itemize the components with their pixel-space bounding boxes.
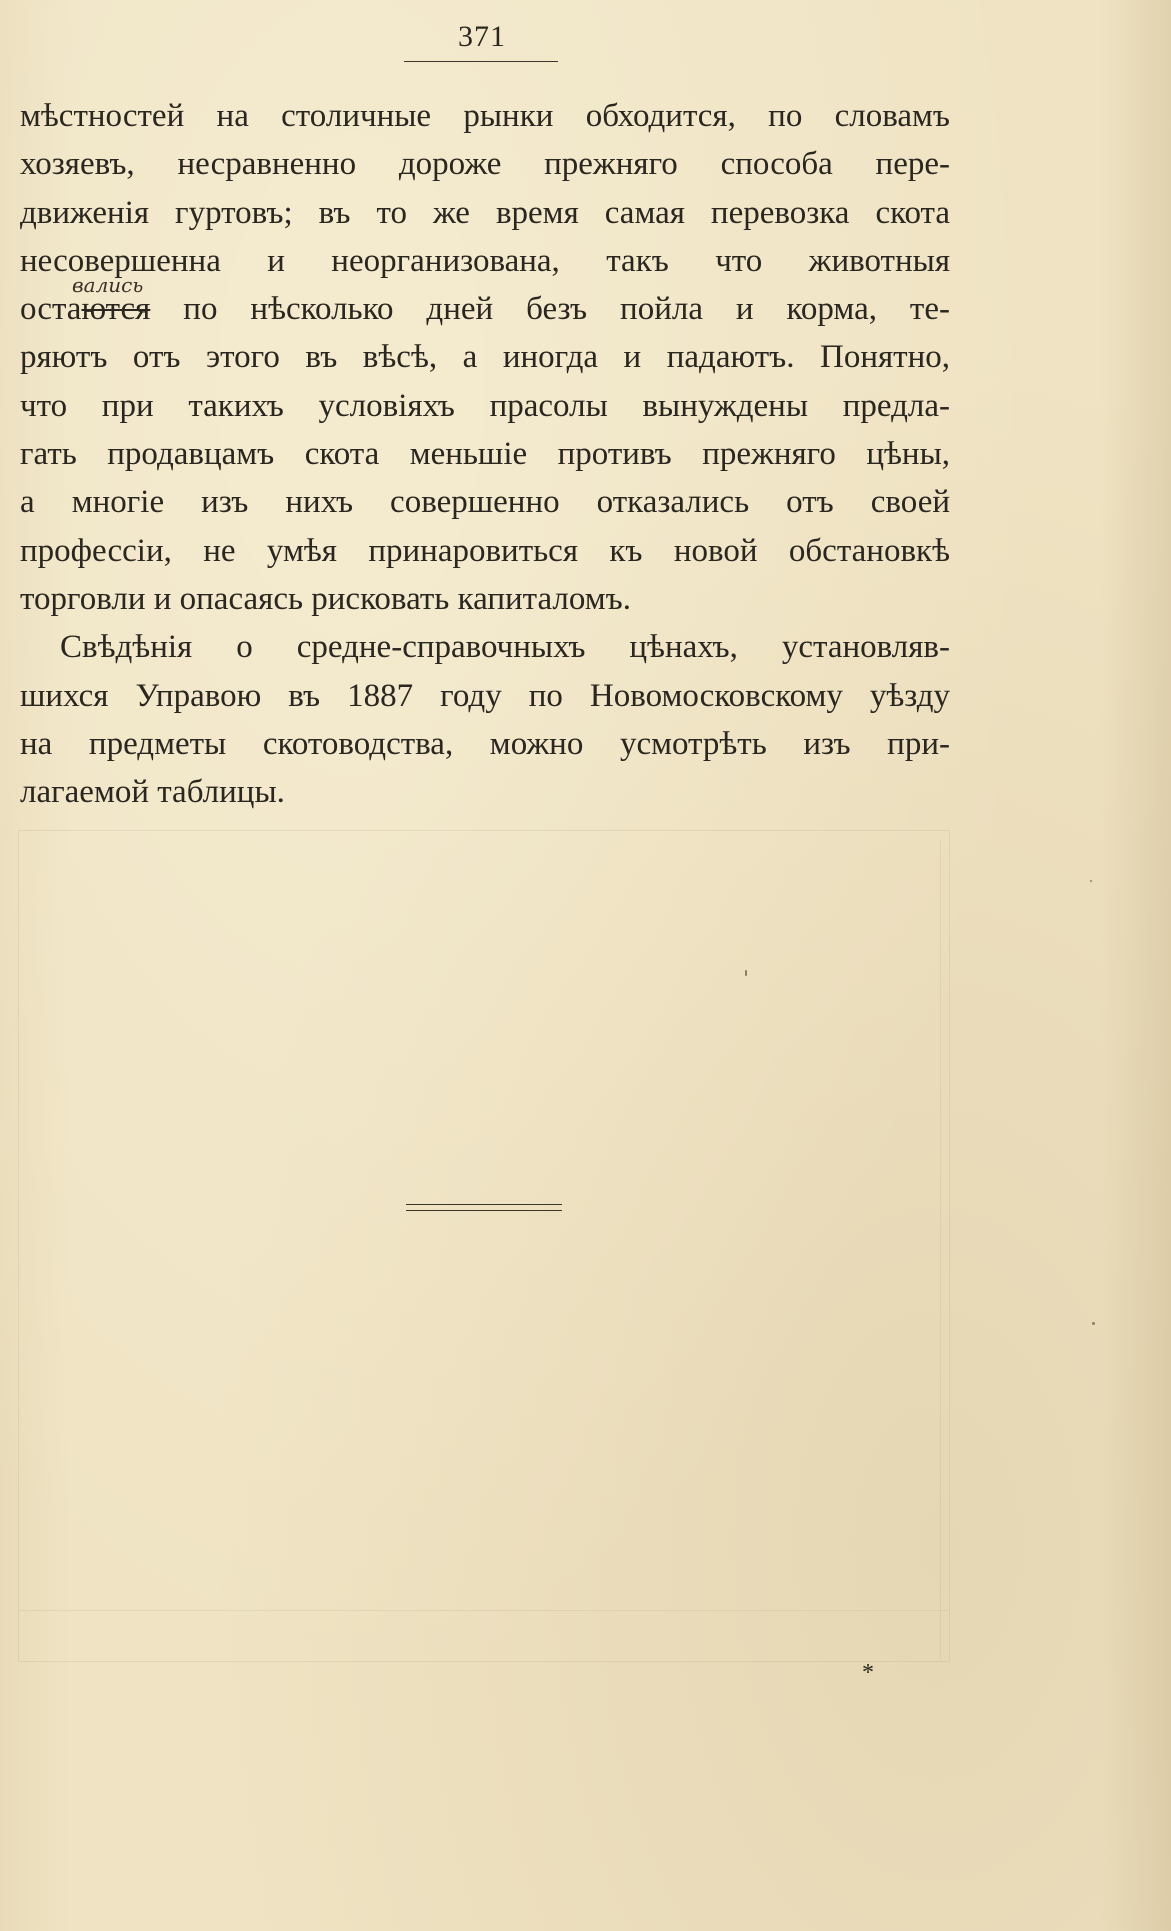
- handwritten-correction: вались: [72, 273, 144, 298]
- text-line: что при такихъ условіяхъ прасолы вынуждены предла-: [20, 387, 950, 424]
- bleed-through-table-frame: [18, 830, 950, 1662]
- body-text: [20, 92, 950, 816]
- text-line-rest: по нѣсколько дней безъ пойла и корма, те-: [183, 291, 950, 328]
- text-line: профессіи, не умѣя принаровиться къ новой обстановкѣ: [20, 532, 950, 569]
- text-line: гать продавцамъ скота меньшіе противъ прежняго цѣны,: [20, 436, 950, 473]
- text-line-with-correction: [20, 273, 950, 333]
- text-line: а многіе изъ нихъ совершенно отказались отъ своей: [20, 484, 950, 521]
- paper-speck: [1092, 1322, 1095, 1325]
- page-number: 371: [458, 20, 506, 53]
- bleed-through-rule: [18, 1610, 948, 1611]
- paper-speck: [1090, 880, 1092, 882]
- text-line: Свѣдѣнія о средне-справочныхъ цѣнахъ, установляв-: [60, 629, 950, 666]
- page-number-rule: [404, 61, 558, 62]
- corrected-word: [20, 273, 151, 328]
- text-line: несовершенна и неорганизована, такъ что животныя: [20, 242, 950, 279]
- text-line: лагаемой таблицы.: [20, 774, 285, 811]
- paper-speck: [745, 970, 747, 976]
- text-line: шихся Управою въ 1887 году по Новомосковскому уѣзду: [20, 677, 950, 714]
- text-line: хозяевъ, несравненно дороже прежняго способа пере-: [20, 146, 950, 183]
- text-line: торговли и опасаясь рисковать капиталомъ.: [20, 580, 631, 617]
- text-line: мѣстностей на столичные рынки обходится, по словамъ: [20, 98, 950, 134]
- corrected-word-prefix: оста: [20, 291, 82, 328]
- text-line: ряютъ отъ этого въ вѣсѣ, а иногда и падаютъ. Понятно,: [20, 339, 950, 376]
- bleed-through-rule: [940, 840, 941, 1660]
- text-line: движенія гуртовъ; въ то же время самая перевозка скота: [20, 194, 950, 231]
- struck-out-ending: ются: [81, 291, 151, 328]
- section-divider: [406, 1204, 562, 1211]
- footnote-mark: *: [862, 1660, 874, 1686]
- text-line: на предметы скотоводства, можно усмотрѣть изъ при-: [20, 725, 950, 762]
